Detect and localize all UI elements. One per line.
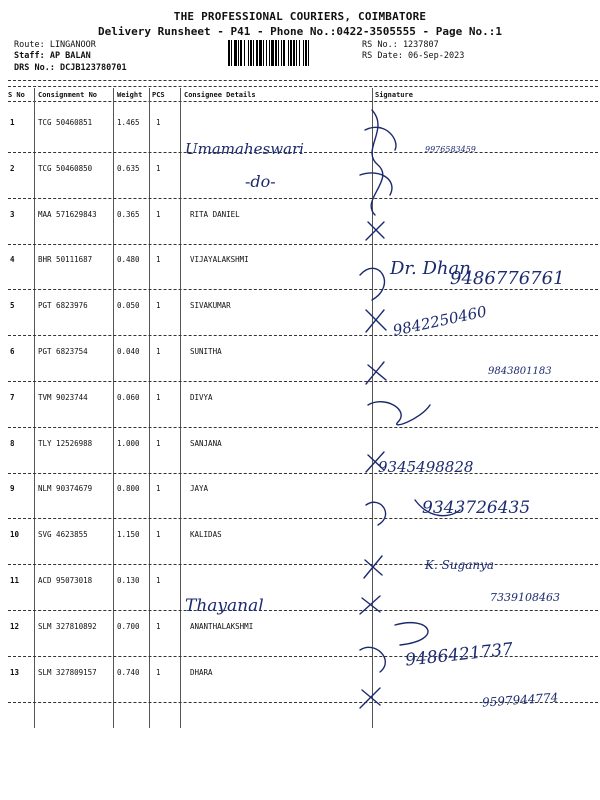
row-weight: 0.040 [117, 347, 140, 356]
row-divider [8, 427, 598, 428]
col-consignment: Consignment No [38, 91, 98, 99]
row-pcs: 1 [156, 392, 161, 402]
row-weight: 1.000 [117, 438, 140, 448]
handwritten-name: Umamaheswari [185, 140, 304, 158]
route-label: Route: LINGANOOR [14, 40, 96, 50]
table-header-rule [8, 101, 598, 102]
col-rule [113, 88, 114, 728]
row-pcs: 1 [156, 530, 161, 540]
row-pcs: 1 [156, 163, 161, 173]
row-consignment: TCG 50460851 [38, 118, 93, 127]
handwritten-phone: 7339108463 [490, 591, 560, 604]
handwritten-name: Dr. Dhan [390, 258, 471, 279]
row-weight: 0.130 [117, 576, 140, 585]
row-consignee: KALIDAS [190, 530, 222, 540]
barcode-bar [309, 40, 311, 66]
row-pcs: 1 [156, 484, 161, 494]
row-pcs: 1 [156, 667, 161, 677]
row-sno: 13 [10, 667, 20, 677]
row-pcs: 1 [156, 255, 161, 265]
handwritten-name: K. Suganya [425, 558, 495, 572]
row-consignment: TLY 12526988 [38, 438, 93, 448]
row-consignment: SLM 327809157 [38, 667, 97, 677]
drs-number: DRS No.: DCJB123780701 [14, 63, 127, 73]
row-sno: 4 [10, 255, 15, 265]
row-divider [8, 381, 598, 382]
row-consignee: SIVAKUMAR [190, 301, 231, 311]
row-sno: 5 [10, 301, 15, 311]
row-sno: 2 [10, 163, 15, 173]
row-sno: 3 [10, 209, 15, 219]
row-divider [8, 473, 598, 474]
row-weight: 0.365 [117, 209, 140, 219]
row-consignment: BHR 50111687 [38, 255, 93, 265]
handwritten-note: -do- [245, 172, 276, 191]
row-divider [8, 198, 598, 199]
col-signature: Signature [375, 91, 413, 99]
runsheet-subtitle: Delivery Runsheet - P41 - Phone No.:0422-3505555 - Page No.:1 [98, 25, 502, 38]
handwritten-phone: 9597944774 [481, 690, 559, 710]
row-consignment: PGT 6823976 [38, 301, 88, 311]
handwritten-phone: 9343726435 [422, 498, 531, 518]
handwritten-phone: 9345498828 [378, 458, 474, 476]
row-consignment: NLM 90374679 [38, 484, 93, 494]
col-rule [149, 88, 150, 728]
col-rule [180, 88, 181, 728]
col-rule [34, 88, 35, 728]
row-consignment: TVM 9023744 [38, 392, 88, 402]
row-consignee: ANANTHALAKSHMI [190, 621, 254, 631]
row-pcs: 1 [156, 438, 161, 448]
row-weight: 1.465 [117, 118, 140, 127]
table-top-rule [8, 80, 598, 81]
company-title: THE PROFESSIONAL COURIERS, COIMBATORE [173, 10, 427, 23]
table-top-rule-2 [8, 86, 598, 87]
row-consignment: PGT 6823754 [38, 347, 88, 356]
row-consignment: TCG 50460850 [38, 163, 93, 173]
row-weight: 0.060 [117, 392, 140, 402]
row-sno: 6 [10, 347, 15, 356]
row-consignee: SUNITHA [190, 347, 222, 356]
handwritten-phone: 9486421737 [404, 639, 514, 671]
handwritten-phone: 9976583459 [425, 145, 476, 154]
rs-date: RS Date: 06-Sep-2023 [362, 51, 465, 61]
row-weight: 0.740 [117, 667, 140, 677]
row-pcs: 1 [156, 209, 161, 219]
row-consignee: DHARA [190, 667, 213, 677]
row-divider [8, 610, 598, 611]
row-weight: 0.480 [117, 255, 140, 265]
col-consignee: Consignee Details [184, 91, 256, 99]
row-divider [8, 244, 598, 245]
row-weight: 1.150 [117, 530, 140, 540]
row-sno: 7 [10, 392, 15, 402]
row-sno: 8 [10, 438, 15, 448]
row-weight: 0.800 [117, 484, 140, 494]
row-consignee: DIVYA [190, 392, 213, 402]
col-sno: S No [8, 91, 25, 99]
row-divider [8, 518, 598, 519]
row-pcs: 1 [156, 576, 161, 585]
row-weight: 0.635 [117, 163, 140, 173]
handwritten-phone: 9486776761 [450, 268, 565, 289]
barcode [228, 40, 356, 66]
row-weight: 0.700 [117, 621, 140, 631]
row-divider [8, 289, 598, 290]
col-pcs: PCS [152, 91, 165, 99]
row-sno: 12 [10, 621, 20, 631]
rs-number: RS No.: 1237807 [362, 40, 439, 50]
row-divider [8, 335, 598, 336]
row-sno: 10 [10, 530, 20, 540]
row-consignee: RITA DANIEL [190, 209, 240, 219]
row-sno: 11 [10, 576, 20, 585]
col-rule [372, 88, 373, 728]
handwritten-name: Thayanal [185, 596, 264, 616]
row-consignment: SLM 327810892 [38, 621, 97, 631]
row-sno: 9 [10, 484, 15, 494]
col-weight: Weight [117, 91, 143, 99]
row-weight: 0.050 [117, 301, 140, 311]
staff-label: Staff: AP BALAN [14, 51, 91, 61]
row-consignee: JAYA [190, 484, 209, 494]
row-consignment: ACD 95073018 [38, 576, 93, 585]
handwritten-phone: 9842250460 [391, 302, 489, 340]
row-consignment: SVG 4623855 [38, 530, 88, 540]
row-sno: 1 [10, 118, 15, 127]
row-pcs: 1 [156, 621, 161, 631]
row-consignment: MAA 571629843 [38, 209, 97, 219]
row-consignee: VIJAYALAKSHMI [190, 255, 249, 265]
row-pcs: 1 [156, 118, 161, 127]
row-pcs: 1 [156, 301, 161, 311]
row-consignee: SANJANA [190, 438, 222, 448]
row-pcs: 1 [156, 347, 161, 356]
row-divider [8, 564, 598, 565]
handwritten-phone: 9843801183 [488, 366, 552, 377]
